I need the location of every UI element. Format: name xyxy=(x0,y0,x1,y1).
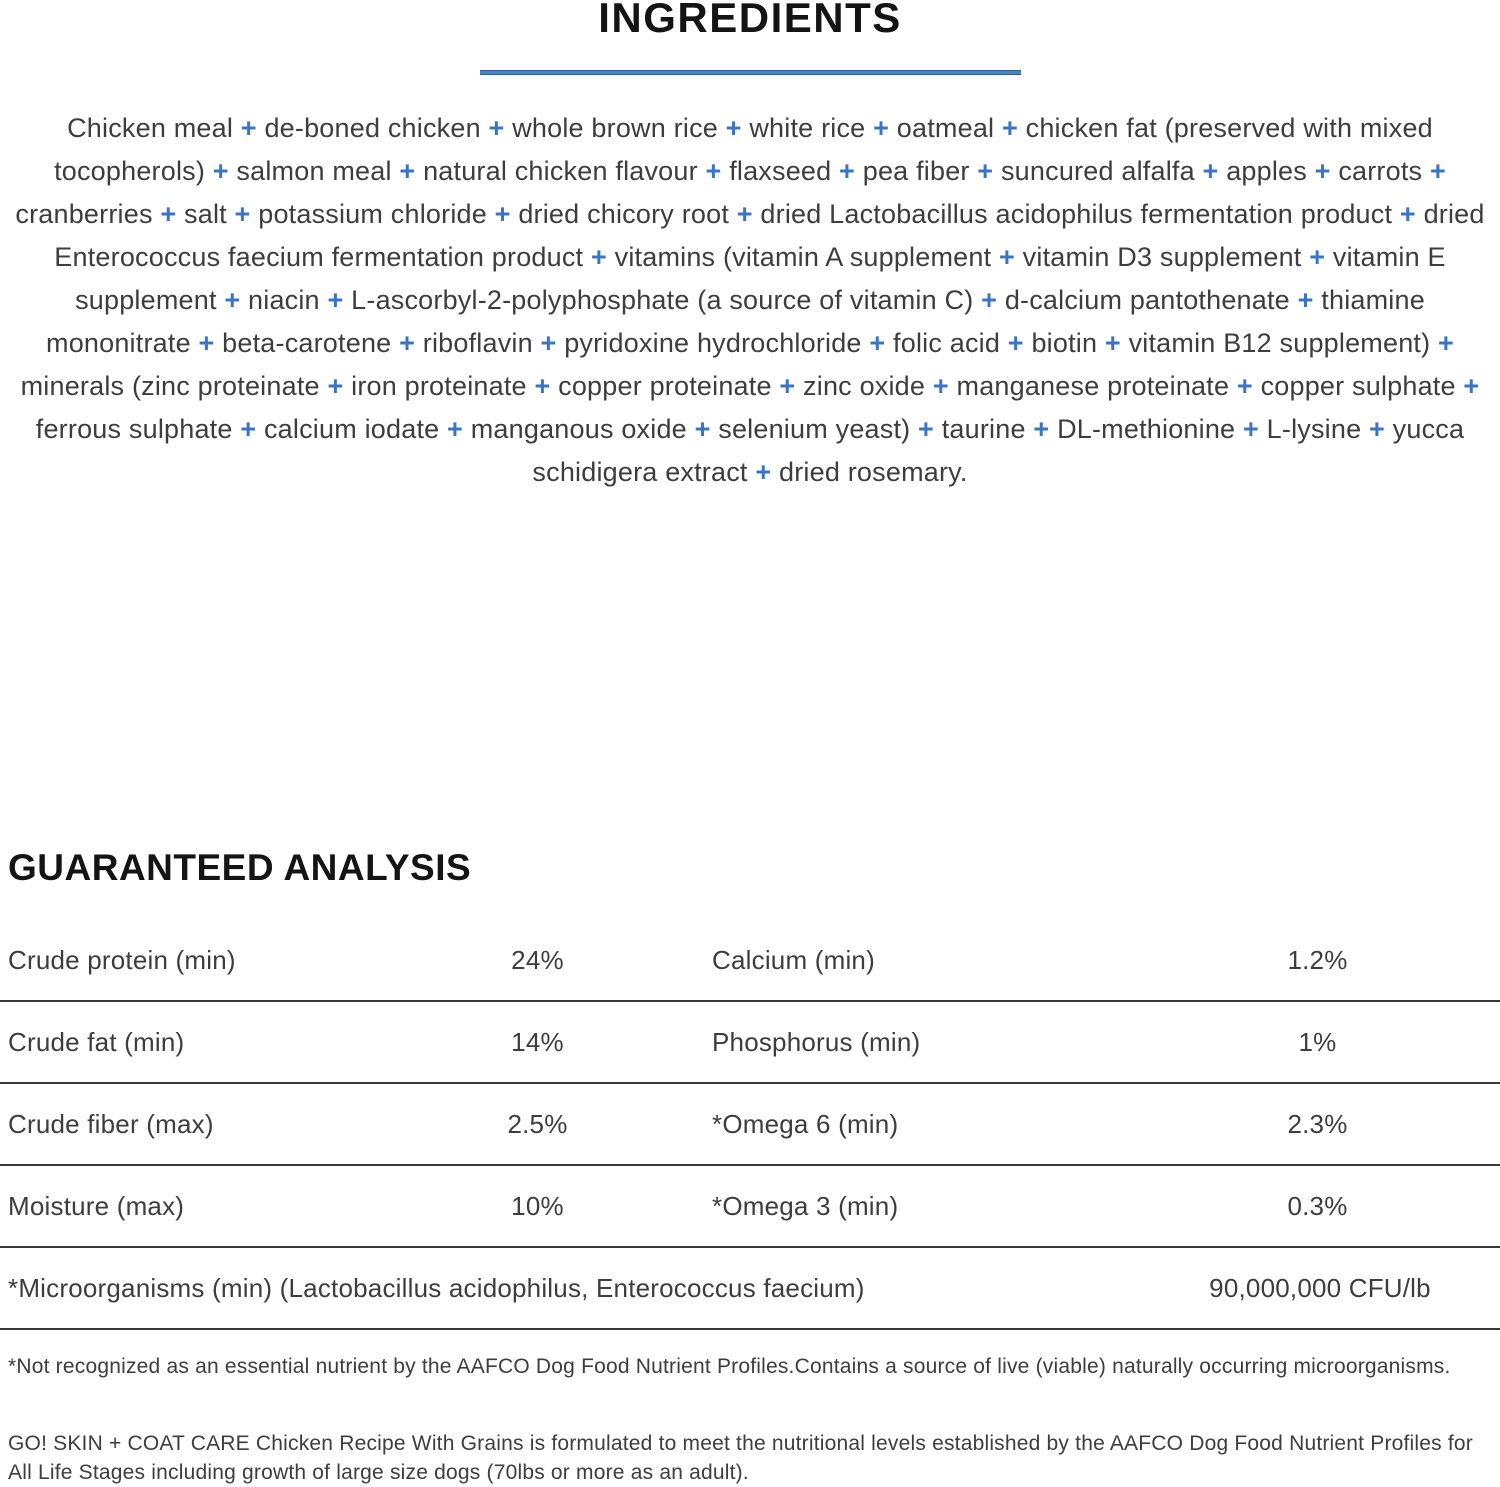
plus-separator: + xyxy=(205,156,237,187)
plus-separator: + xyxy=(831,156,863,187)
plus-separator: + xyxy=(190,328,223,359)
nutrient-label: Crude fiber (max) xyxy=(8,1108,214,1139)
nutrient-value: 24% xyxy=(511,944,564,975)
plus-separator: + xyxy=(969,156,1001,187)
plus-separator: + xyxy=(861,328,894,359)
plus-separator: + xyxy=(532,328,565,359)
aafco-footnote: *Not recognized as an essential nutrient by the AAFCO Dog Food Nutrient Profiles.Contains a source of live (viable) naturally occurring microorganisms. xyxy=(8,1355,1451,1379)
nutrient-label: Moisture (max) xyxy=(8,1190,185,1221)
plus-separator: + xyxy=(526,371,559,402)
plus-separator: + xyxy=(1229,371,1261,402)
ingredients-title: INGREDIENTS xyxy=(598,0,902,41)
plus-separator: + xyxy=(697,156,730,187)
plus-separator: + xyxy=(1430,328,1454,359)
analysis-row xyxy=(0,1084,1500,1166)
plus-separator: + xyxy=(1301,242,1333,273)
plus-separator: + xyxy=(910,414,942,445)
nutrient-value: 0.3% xyxy=(1287,1190,1348,1221)
plus-separator: + xyxy=(771,371,804,402)
plus-separator: + xyxy=(1306,156,1339,187)
nutrient-label: Crude fat (min) xyxy=(8,1026,185,1057)
plus-separator: + xyxy=(1392,199,1424,230)
plus-separator: + xyxy=(480,113,513,144)
nutrient-label: Calcium (min) xyxy=(712,944,875,975)
nutrient-label: Phosphorus (min) xyxy=(712,1026,921,1057)
plus-separator: + xyxy=(152,199,185,230)
guaranteed-analysis-heading: GUARANTEED ANALYSIS xyxy=(8,847,472,889)
plus-separator: + xyxy=(391,156,424,187)
plus-separator: + xyxy=(1097,328,1129,359)
nutrient-value: 90,000,000 CFU/lb xyxy=(1209,1272,1431,1303)
plus-separator: + xyxy=(865,113,897,144)
plus-separator: + xyxy=(583,242,615,273)
plus-separator: + xyxy=(391,328,423,359)
analysis-row xyxy=(0,920,1500,1002)
plus-separator: + xyxy=(717,113,750,144)
plus-separator: + xyxy=(1455,371,1480,402)
analysis-row xyxy=(0,1166,1500,1248)
plus-separator: + xyxy=(216,285,249,316)
plus-separator: + xyxy=(1025,414,1058,445)
nutrient-value: 2.3% xyxy=(1287,1108,1348,1139)
ingredients-paragraph: Chicken meal + de-boned chicken + whole brown rice + white rice + oatmeal + chicken fat (preserved with mixed tocopherols) + salmon meal + natural chicken flavour + flaxseed + pea fiber + suncured alfalfa + apples + carrots + cranberries + salt + potassium chloride + dried chicory root + dried Lactobacillus acidophilus fermentation product + dried Enterococcus faecium fermentation product + vitamins (vitamin A supplement + vitamin D3 supplement + vitamin E supplement + niacin + L-ascorbyl-2-polyphosphate (a source of vitamin C) + d-calcium pantothenate + thiamine mononitrate + beta-carotene + riboflavin + pyridoxine hydrochloride + folic acid + biotin + vitamin B12 supplement) + minerals (zinc proteinate + iron proteinate + copper proteinate + zinc oxide + manganese proteinate + copper sulphate + ferrous sulphate + calcium iodate + manganous oxide + selenium yeast) + taurine + DL-methionine + L-lysine + yucca schidigera extract + dried rosemary. xyxy=(15,113,1485,488)
plus-separator: + xyxy=(747,457,779,488)
analysis-row-microorganisms xyxy=(0,1248,1500,1330)
plus-separator: + xyxy=(994,113,1026,144)
plus-separator: + xyxy=(1422,156,1446,187)
plus-separator: + xyxy=(1235,414,1267,445)
plus-separator: + xyxy=(232,414,264,445)
plus-separator: + xyxy=(973,285,1005,316)
nutrient-value: 2.5% xyxy=(507,1108,568,1139)
plus-separator: + xyxy=(686,414,719,445)
plus-separator: + xyxy=(439,414,471,445)
plus-separator: + xyxy=(1361,414,1393,445)
title-divider xyxy=(480,70,1021,75)
plus-separator: + xyxy=(233,113,265,144)
nutrient-value: 14% xyxy=(511,1026,564,1057)
plus-separator: + xyxy=(1194,156,1227,187)
plus-separator: + xyxy=(319,371,352,402)
nutrient-label: *Omega 6 (min) xyxy=(712,1108,899,1139)
guaranteed-analysis-table xyxy=(0,920,1500,1330)
analysis-row xyxy=(0,1002,1500,1084)
nutrient-label: *Microorganisms (min) (Lactobacillus acidophilus, Enterococcus faecium) xyxy=(8,1272,865,1303)
nutrient-label: Crude protein (min) xyxy=(8,944,236,975)
plus-separator: + xyxy=(729,199,761,230)
plus-separator: + xyxy=(319,285,352,316)
plus-separator: + xyxy=(1289,285,1322,316)
nutrient-label: *Omega 3 (min) xyxy=(712,1190,899,1221)
plus-separator: + xyxy=(991,242,1023,273)
plus-separator: + xyxy=(925,371,957,402)
nutrient-value: 1% xyxy=(1298,1026,1337,1057)
plus-separator: + xyxy=(1000,328,1032,359)
plus-separator: + xyxy=(486,199,519,230)
formulation-footnote: GO! SKIN + COAT CARE Chicken Recipe With Grains is formulated to meet the nutritional levels established by the AAFCO Dog Food Nutrient Profiles for All Life Stages including growth of large size dogs (70lbs or more as an adult). xyxy=(8,1432,1474,1485)
nutrient-value: 10% xyxy=(511,1190,564,1221)
plus-separator: + xyxy=(226,199,259,230)
nutrient-value: 1.2% xyxy=(1287,944,1348,975)
